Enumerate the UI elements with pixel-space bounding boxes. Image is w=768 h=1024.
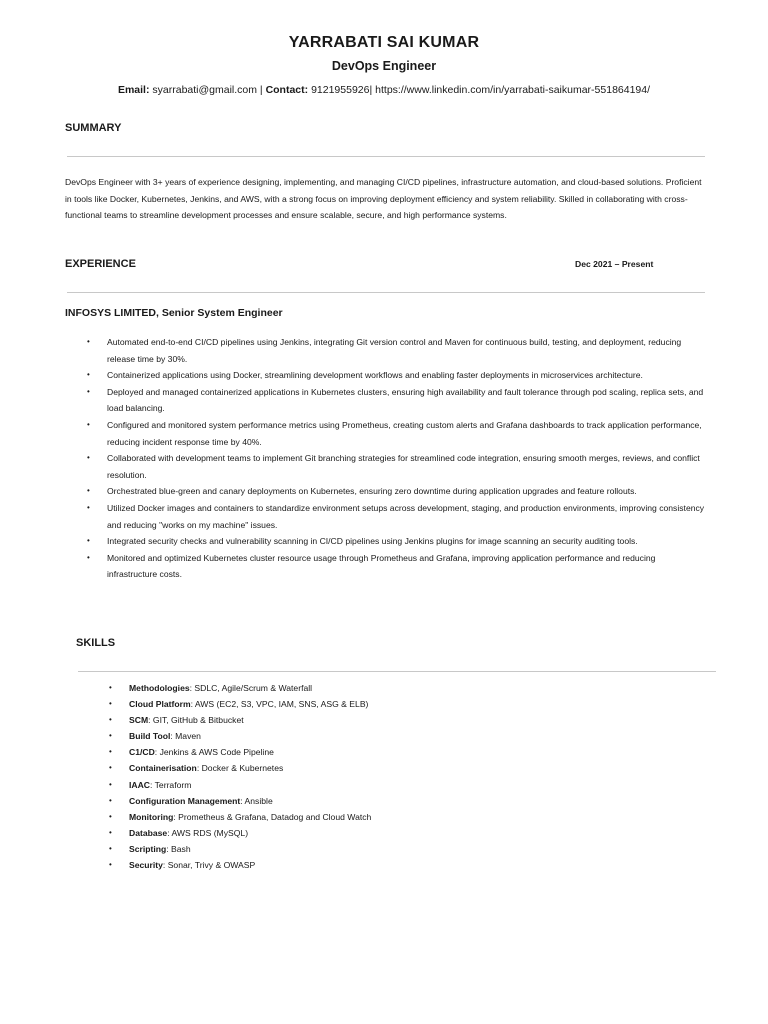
skill-item: [109, 696, 689, 712]
bullet-icon: •: [87, 337, 90, 346]
list-item: [87, 533, 707, 550]
skill-name: Monitoring: [129, 811, 174, 822]
section-divider: [78, 671, 716, 672]
bullet-icon: •: [109, 811, 112, 821]
bullet-icon: •: [109, 763, 112, 773]
skill-name: C1/CD: [129, 747, 155, 758]
experience-heading: EXPERIENCE: [65, 258, 136, 270]
bullet-icon: •: [109, 779, 112, 789]
skill-item: [109, 728, 689, 744]
section-divider: [67, 156, 705, 157]
skills-heading: SKILLS: [76, 637, 116, 649]
job-role: DevOps Engineer: [331, 59, 437, 73]
bullet-text: Orchestrated blue-green and canary deployments on Kubernetes, ensuring zero downtime during application upgrades and feature rollouts.: [107, 486, 637, 497]
email-label: Email:: [117, 84, 150, 96]
list-item: [87, 450, 707, 483]
bullet-text: Configured and monitored system performance metrics using Prometheus, creating custom alerts and Grafana dashboards to track application performance, reducing incident response time by 40%.: [107, 419, 702, 447]
skill-value: : Sonar, Trivy & OWASP: [162, 860, 256, 871]
skill-item: [109, 712, 689, 728]
bullet-text: Integrated security checks and vulnerability scanning in CI/CD pipelines using Jenkins plugins for image scanning an security auditing tools.: [107, 536, 638, 547]
bullet-icon: •: [87, 370, 90, 380]
skill-value: : Maven: [170, 731, 201, 742]
bullet-text: Collaborated with development teams to implement Git branching strategies for streamlined code integration, ensuring smooth merges, reviews, and conflict resolution.: [107, 453, 700, 480]
summary-heading: SUMMARY: [65, 122, 122, 134]
skill-value: : Jenkins & AWS Code Pipeline: [154, 747, 274, 758]
experience-date-range: Dec 2021 – Present: [575, 259, 654, 269]
bullet-icon: •: [109, 795, 112, 805]
skill-name: IAAC: [129, 779, 151, 790]
skill-name: Security: [129, 860, 163, 871]
bullet-text: Automated end-to-end CI/CD pipelines using Jenkins, integrating Git version control and Maven for continuous build, testing, and deployment, reducing release time by 30%.: [107, 337, 682, 364]
skill-value: : Docker & Kubernetes: [196, 763, 284, 774]
skill-name: Build Tool: [129, 731, 171, 742]
skill-name: Configuration Management: [129, 795, 241, 806]
bullet-icon: •: [109, 827, 112, 837]
contact-line: [0, 84, 768, 96]
bullet-icon: •: [87, 386, 90, 396]
bullet-icon: •: [87, 486, 90, 496]
skill-item: [109, 680, 689, 696]
bullet-icon: •: [109, 699, 112, 709]
phone-value[interactable]: 9121955926: [311, 84, 370, 96]
bullet-icon: •: [109, 747, 112, 757]
bullet-icon: •: [87, 502, 90, 512]
bullet-text: Monitored and optimized Kubernetes cluster resource usage through Prometheus and Grafana, improving application performance and reducing infrastructure costs.: [107, 552, 656, 580]
skill-name: Methodologies: [129, 683, 190, 693]
bullet-icon: •: [87, 536, 90, 546]
candidate-name: YARRABATI SAI KUMAR: [288, 34, 480, 51]
skill-item: [109, 793, 689, 809]
skill-value: : Bash: [166, 843, 191, 854]
list-item: [87, 500, 707, 533]
skill-value: : AWS (EC2, S3, VPC, IAM, SNS, ASG & ELB): [190, 699, 369, 710]
experience-bullets: [87, 334, 707, 583]
bullet-icon: •: [109, 683, 112, 692]
skill-name: Scripting: [129, 843, 167, 854]
skill-value: : Prometheus & Grafana, Datadog and Cloud Watch: [173, 811, 372, 822]
bullet-text: Containerized applications using Docker, streamlining development workflows and enabling faster deployments in microservices architecture.: [107, 370, 643, 381]
bullet-text: Deployed and managed containerized applications in Kubernetes clusters, ensuring high availability and fault tolerance through pod scaling, replica sets, and load balancing.: [107, 386, 704, 414]
bullet-text: Utilized Docker images and containers to standardize environment setups across development, staging, and production environments, improving consistency and reducing "works on my machine" issues.: [107, 502, 705, 530]
skill-value: : SDLC, Agile/Scrum & Waterfall: [189, 683, 313, 693]
list-item: [87, 384, 707, 417]
skill-item: [109, 744, 689, 760]
skill-name: SCM: [129, 715, 149, 726]
skill-item: [109, 760, 689, 776]
skill-item: [109, 857, 689, 873]
email-value[interactable]: syarrabati@gmail.com: [152, 84, 257, 96]
list-item: [87, 483, 707, 500]
contact-separator: |: [257, 84, 266, 96]
skill-value: : GIT, GitHub & Bitbucket: [148, 715, 244, 726]
skill-item: [109, 825, 689, 841]
skill-name: Cloud Platform: [129, 699, 191, 710]
bullet-icon: •: [109, 843, 112, 853]
skill-name: Containerisation: [129, 763, 197, 774]
contact-label: Contact:: [265, 84, 309, 96]
section-divider: [67, 292, 705, 293]
bullet-icon: •: [109, 731, 112, 741]
skill-item: [109, 809, 689, 825]
skill-name: Database: [129, 827, 168, 838]
skill-value: : AWS RDS (MySQL): [167, 827, 249, 838]
skill-item: [109, 841, 689, 857]
bullet-icon: •: [109, 715, 112, 725]
skill-value: : Ansible: [240, 795, 273, 806]
list-item: [87, 334, 707, 367]
bullet-icon: •: [87, 453, 90, 463]
bullet-icon: •: [87, 552, 90, 562]
summary-text: DevOps Engineer with 3+ years of experience designing, implementing, and managing CI/CD pipelines, infrastructure automation, and cloud-based solutions. Proficient in tools like Docker, Kubernetes, Jenkins, and AWS, with a strong focus on improving deployment efficiency and system reliability. Skilled in collaborating with cross-functional teams to streamline development processes and ensure scalable, secure, and high performance systems.: [65, 177, 702, 220]
list-item: [87, 417, 707, 450]
list-item: [87, 550, 707, 583]
contact-separator: |: [369, 84, 376, 96]
bullet-icon: •: [87, 419, 90, 429]
bullet-icon: •: [109, 860, 112, 870]
skill-value: : Terraform: [150, 779, 192, 790]
skill-item: [109, 777, 689, 793]
list-item: [87, 367, 707, 384]
linkedin-link[interactable]: https://www.linkedin.com/in/yarrabati-saikumar-551864194/: [375, 84, 651, 96]
skills-list: [109, 680, 689, 873]
job-title: INFOSYS LIMITED, Senior System Engineer: [65, 307, 283, 319]
